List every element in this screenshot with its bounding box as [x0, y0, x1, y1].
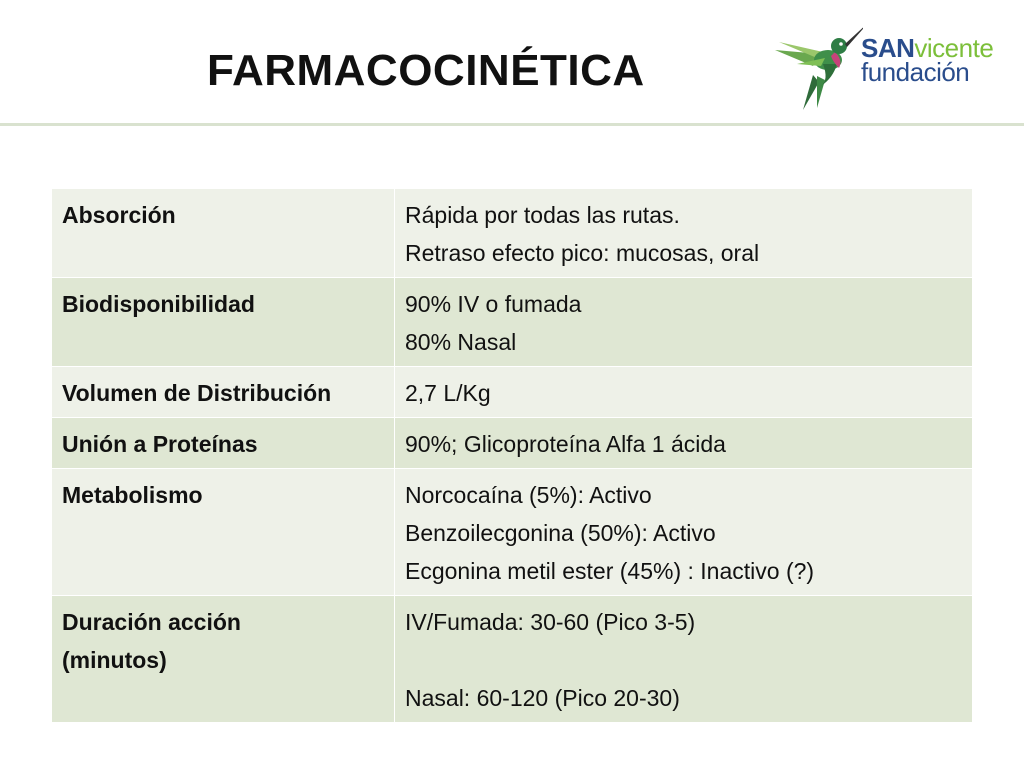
row-label: Metabolismo	[52, 469, 395, 596]
value-line: 80% Nasal	[405, 329, 517, 355]
table-row	[52, 418, 973, 469]
value-line: Nasal: 60-120 (Pico 20-30)	[405, 685, 680, 711]
header-divider	[0, 123, 1024, 126]
row-value	[395, 418, 973, 469]
row-value	[395, 367, 973, 418]
row-label: Unión a Proteínas	[52, 418, 395, 469]
row-value	[395, 596, 973, 723]
value-line: Ecgonina metil ester (45%) : Inactivo (?)	[405, 558, 815, 584]
value-line: 90% IV o fumada	[405, 291, 582, 317]
row-value	[395, 278, 973, 367]
blank-line	[405, 641, 962, 679]
value-line: 2,7 L/Kg	[405, 380, 491, 406]
label-line: Duración acción	[62, 609, 241, 635]
table-row	[52, 469, 973, 596]
page-title: FARMACOCINÉTICA	[207, 46, 645, 95]
row-value	[395, 469, 973, 596]
table-row	[52, 596, 973, 723]
row-label: Volumen de Distribución	[52, 367, 395, 418]
row-label: Biodisponibilidad	[52, 278, 395, 367]
hummingbird-icon	[773, 20, 863, 115]
table-row	[52, 367, 973, 418]
value-line: Norcocaína (5%): Activo	[405, 482, 652, 508]
logo-text-fundacion: fundación	[861, 57, 970, 87]
table-row	[52, 278, 973, 367]
value-line: Benzoilecgonina (50%): Activo	[405, 520, 716, 546]
table-row	[52, 189, 973, 278]
row-label	[52, 596, 395, 723]
logo-text-san: SAN	[861, 33, 915, 63]
pharmacokinetics-table	[51, 188, 973, 723]
logo-text-vicente: vicente	[914, 33, 994, 63]
value-line: Rápida por todas las rutas.	[405, 202, 680, 228]
label-line: (minutos)	[62, 647, 167, 673]
row-value	[395, 189, 973, 278]
value-line: Retraso efecto pico: mucosas, oral	[405, 240, 760, 266]
value-line: 90%; Glicoproteína Alfa 1 ácida	[405, 431, 726, 457]
row-label: Absorción	[52, 189, 395, 278]
logo-wordmark	[861, 33, 994, 87]
foundation-logo	[773, 20, 1003, 115]
value-line: IV/Fumada: 30-60 (Pico 3-5)	[405, 609, 696, 635]
